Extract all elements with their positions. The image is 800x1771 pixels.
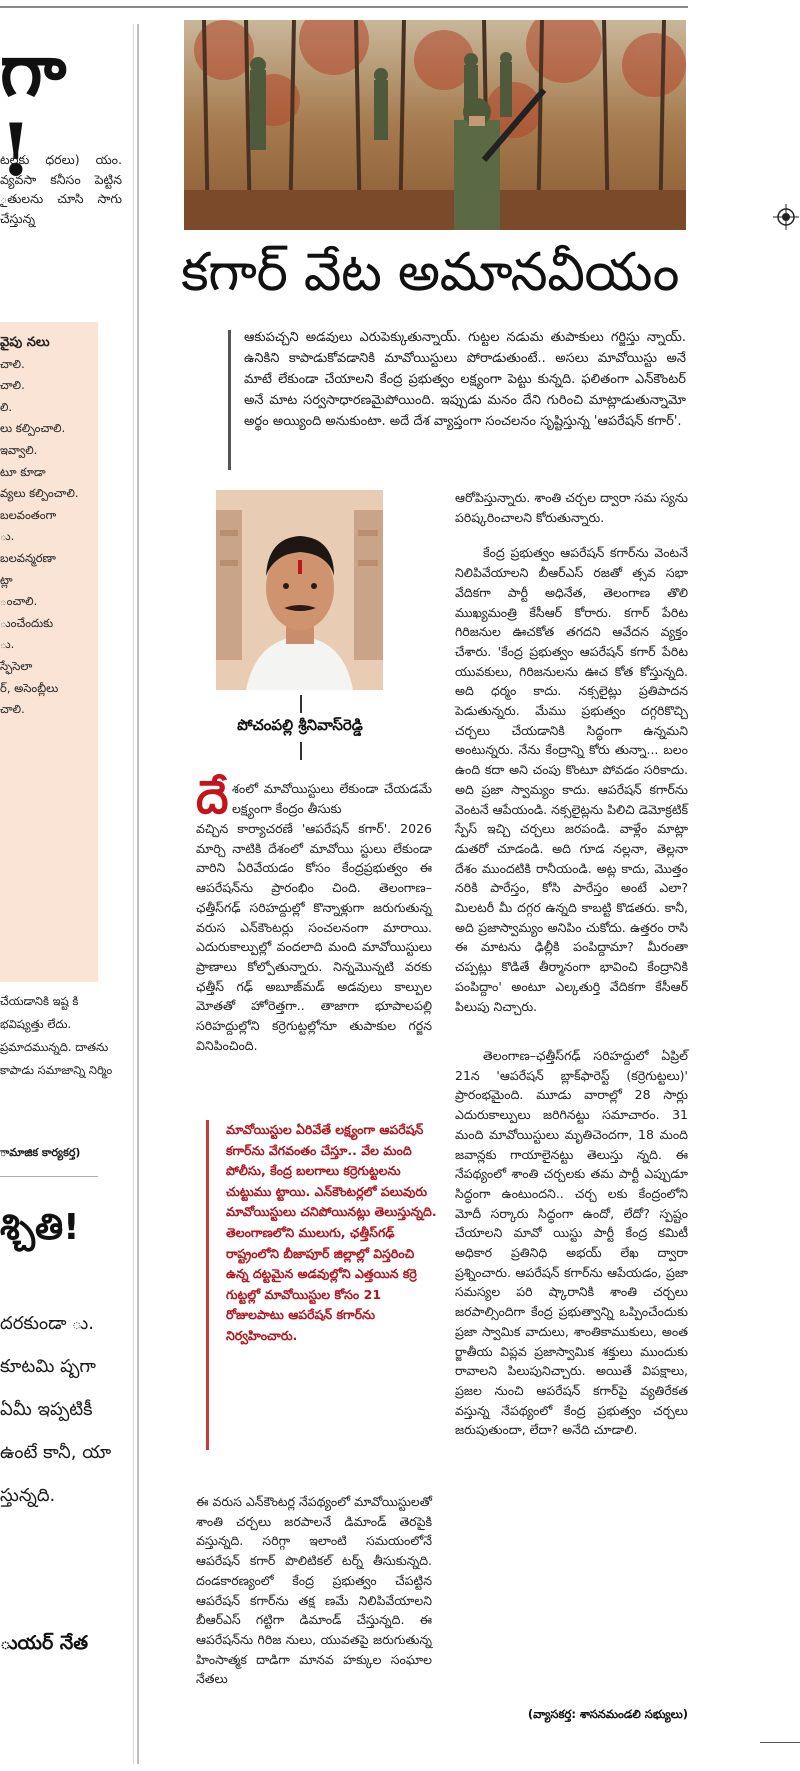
- left-demands-title: వైపు నలు: [0, 335, 50, 350]
- article-headline: కగార్ వేట అమానవీయం: [181, 242, 679, 303]
- left-demand-line: ఇవ్వాలి.: [0, 442, 38, 457]
- left-demands-lines: [0, 354, 96, 721]
- author-rule-top: [300, 695, 302, 713]
- drop-cap: దే: [196, 770, 229, 824]
- article-body-col2: [455, 488, 688, 1016]
- forest-soldiers-photo: [184, 20, 686, 230]
- left-demand-line: చాలి.: [0, 702, 25, 717]
- left-article-intro: టలకు ధరలు) యం. వ్యవసా కనీసం పెట్టిన ౖతులను చూసి సాగు చేస్తున్న: [0, 152, 122, 227]
- lead-bar: [228, 330, 231, 470]
- article-lead: ఆకుపచ్చని అడవులు ఎరుపెక్కుతున్నాయ్. గుట్టల నడుమ తుపాకులు గర్జిస్తు న్నాయ్. ఉనికిని కాపాడుకోవడానికి మావోయిస్టులు పోరాడుతుంటే.. అసలు మావోయిస్టు అనే మాటే లేకుండా చేయాలని కేంద్ర ప్రభుత్వం లక్ష్యంగా పెట్టు కున్నది. ఫలితంగా ఎన్‌కౌంటర్ అనే మాట సర్వసాధారణమైపోయింది. ఇప్పుడు మనం దేని గురించి మాట్లాడుతున్నామో అర్థం అయ్యింది అనుకుంటా. అదే దేశ వ్యాప్తంగా సంచలనం సృష్టిస్తున్న 'ఆపరేషన్ కగార్'.: [244, 330, 686, 429]
- left-article-continued: చేయడానికి ఇష్ట కి భవిష్యత్తు లేదు. ప్రమాదమున్నది. దాతను కాపాడు సమాజాన్ని నిర్మిం: [0, 994, 113, 1077]
- left-demand-line: లి.: [0, 399, 13, 414]
- forest-soldiers-illustration: [184, 20, 686, 230]
- author-name: పోచంపల్లి శ్రీనివాస్‌రెడ్డి: [237, 716, 363, 734]
- registration-mark-icon: [773, 204, 799, 230]
- pull-quote: మావోయిస్టుల ఏరివేతే లక్ష్యంగా ఆపరేషన్ కగార్‌ను వేగవంతం చేస్తూ.. వేల మంది పోలీసు, కేంద్ర బలగాలు కర్రెగుట్టలను చుట్టుము ట్టాయి. ఎన్‌కౌంటర్లలో పలువురు మావోయిస్టులు చనిపోయినట్లు తెలుస్తున్నది. తెలంగాణలోని ములుగు, ఛత్తీస్‌గఢ్ రాష్ట్రంలోని బీజాపూర్ జిల్లాల్లో విస్తరించి ఉన్న దట్టమైన అడవుల్లోని ఎత్తయిన కర్రె గుట్టల్లో మావోయిస్టుల కోసం 21 రోజులపాటు ఆపరేషన్ కగార్‌ను నిర్వహించారు.: [226, 1122, 437, 1343]
- left-demand-line: బలవన్మరణా: [0, 550, 56, 565]
- author-photo: [216, 490, 383, 690]
- bottom-corner-rule: [760, 1742, 800, 1743]
- author-portrait-illustration: [216, 490, 383, 690]
- left-demand-line: స్ఫేసెలా: [0, 658, 33, 673]
- left-demand-line: వ్యలు కల్పించాలి.: [0, 486, 79, 501]
- left-demand-line: ంచాలి.: [0, 594, 38, 609]
- article-opening: శంలో మావోయిస్టులు లేకుండా చేయడమే లక్ష్యంగా కేంద్రం తీసుకు: [232, 781, 432, 816]
- left-demand-line: ుంచేందుకు: [0, 615, 54, 630]
- left-demand-line: ర్, అసెంబ్లీలు: [0, 680, 59, 695]
- left-demand-line: టూ కూడా: [0, 464, 46, 479]
- left-second-headline: శ్చితి!: [0, 1207, 80, 1248]
- author-byline: (వ్యాసకర్త: శాసనమండలి సభ్యులు): [527, 1707, 688, 1721]
- left-demands-list: [0, 332, 96, 721]
- left-second-footer: ుయర్ నేత: [0, 1632, 88, 1654]
- left-separator: [0, 1176, 98, 1177]
- article-body-col1: వచ్చిన కార్యాచరణే 'ఆపరేషన్ కగార్'. 2026 మార్చి నాటికి దేశంలో మావోయి స్టులు లేకుండా వారిని ఏరివేయడం కోసం కేంద్రప్రభుత్వం ఈ ఆపరేషన్‌ను ప్రారంభిం చింది. తెలంగాణ– ఛత్తీస్‌గఢ్ సరిహద్దుల్లో కొన్నాళ్లుగా జరుగుతున్న వరుస ఎన్‌కౌంటర్లు సంచలనంగా మారాయి. ఎదురుకాల్పుల్లో వందలాది మంది మావోయిస్టులు ప్రాణాలు కోల్పోతున్నారు. నిన్నమొన్నటి వరకు ఛత్తీస్ గఢ్ అబూజ్‌మడ్ అడవులు కాల్పుల మోతతో హోరెత్తగా.. తాజాగా భూపాలపల్లి సరిహద్దుల్లోని కర్రెగుట్టల్లోనూ తుపాకుల గర్జన వినిపించింది.: [196, 821, 432, 1053]
- col2-paragraph-2: కేంద్ర ప్రభుత్వం ఆపరేషన్ కగార్‌ను వెంటనే నిలిపివేయాలని బీఆర్‌ఎస్ రజతో త్సవ సభా వేదికగా పార్టీ అధినేత, తెలంగాణ తొలి ముఖ్యమంత్రి కేసీఆర్ కోరారు. కగార్ పేరిట గిరిజనుల ఊచకోత తగదని ఆవేదన వ్యక్తం చేశారు. 'కేంద్ర ప్రభుత్వం ఆపరేషన్ కగార్ పేరిట యువకులు, గిరిజనులను ఊచ కోత కోస్తున్నది. అది ధర్మం కాదు. నక్సలైట్లు ప్రతిపాదన పెడుతున్నరు. మేము ప్రభుత్వం దగ్గరికొచ్చి చర్చలు చేయడానికి సిద్ధంగా ఉన్నమని అంటున్నరు. నేను కేంద్రాన్ని కోరు తున్నా... బలం ఉంది కదా అని చంపు కొంటూ పోవడం సరికాదు. అది ప్రజా స్వామ్యం కాదు. ఆపరేషన్ కగార్‌ను వెంటనే ఆపేయండి. నక్సలైట్లను పిలిచి డెమోక్రటిక్ స్పేస్ ఇచ్చి చర్చలు జరపండి. వాళ్లేం మాట్లా డుతరో చూడండి. అది గూడ నల్లనా, తెల్లనా దేశం ముందటికి రానీయండి. అట్ల కాదు, మొత్తం నరికి పారేస్తం, కోసి పారేస్తం అంటే ఎలా? మిలటరీ మీ దగ్గర ఉన్నది కాబట్టి కొడతరు. కానీ, అది ప్రజాస్వామ్యం అనిపిం చుకోదు. ఉత్తరం రాసి ఈ మాటను ఢిల్లీకి పంపిద్దామా? మీరంతా చప్పట్లు కొడితే తీర్మానంగా భావించి కేంద్రానికి పంపిద్దాం' అంటూ ఎల్కతుర్తి వేదికగా కేసీఆర్ పిలుపు నిచ్చారు.: [455, 545, 688, 1014]
- left-demand-line: ు.: [0, 529, 15, 544]
- left-demand-line: చాలి.: [0, 356, 25, 371]
- left-article-headline: గా !: [0, 27, 67, 192]
- pull-quote-bar: [206, 1120, 209, 1450]
- top-rule: [0, 6, 688, 8]
- left-author-role: ామాజిక కార్యకర్త): [0, 1146, 81, 1159]
- left-demand-line: ట్లా: [0, 572, 13, 587]
- left-demand-line: లు కల్పించాలి.: [0, 421, 66, 436]
- left-demand-line: చాలి.: [0, 378, 25, 393]
- author-rule-bottom: [300, 742, 302, 760]
- column-divider: [137, 24, 139, 1764]
- left-demand-line: బలవంతంగా: [0, 507, 57, 522]
- col2-paragraph-1: ఆరోపిస్తున్నారు. శాంతి చర్చల ద్వారా సమ స్యను పరిష్కరించాలని కోరుతున్నారు.: [455, 490, 688, 525]
- left-demand-line: ు.: [0, 637, 15, 652]
- column-divider-thin: [133, 24, 134, 1764]
- article-body-col2-lower: తెలంగాణ–ఛత్తీస్‌గఢ్ సరిహద్దులో ఏప్రిల్ 21న 'ఆపరేషన్ బ్లాక్‌ఫారెస్ట్ (కర్రెగుట్టలు)' ప్రారంభమైంది. మూడు వారాల్లో 28 సార్లు ఎదురుకాల్పులు జరిగినట్టు సమాచారం. 31 మంది మావోయిస్టులు మృతిచెందగా, 18 మంది జవాన్లకు గాయాలైనట్టు తెలుస్తు న్నది. ఈ నేపథ్యంలో శాంతి చర్చలకు తమ పార్టీ ఎప్పుడూ సిద్ధంగా ఉంటుందని.. చర్చ లకు కేంద్రంలోని మోదీ సర్కారు సిద్ధంగా ఉందో, లేదో? స్పష్టం చేయాలని మావో యిస్టు పార్టీ కేంద్ర కమిటీ అధికార ప్రతినిధి అభయ్ లేఖ ద్వారా ప్రశ్నించారు. ఆపరేషన్ కగార్‌ను ఆపేయడం, ప్రజా సమస్యల పరి ష్కారానికి శాంతి చర్చలు జరపాల్సిందిగా కేంద్ర ప్రభుత్వాన్ని ఒప్పించేందుకు ప్రజా స్వామిక వాదులు, శాంతికాముకులు, అంత ర్జాతీయ విప్లవ ప్రజాస్వామిక శక్తులు ముందుకు రావాలని పిలుపునిచ్చారు. అయితే విపక్షాలు, ప్రజల నుంచి ఆపరేషన్ కగార్‌పై వ్యతిరేకత వస్తున్న నేపథ్యంలో కేంద్ర ప్రభుత్వం చర్చలు జరుపుతుందా, లేదా? అనేది చూడాలి.: [455, 1048, 688, 1438]
- left-second-body: దరకుండా ు. కూటమి ష్పగా ఏమీ ఇప్పటికీ ఉంటే కానీ, యా స్తున్నది.: [0, 1313, 112, 1506]
- article-body-col1-end: ఈ వరుస ఎన్‌కౌంటర్ల నేపథ్యంలో మావోయిస్టులతో శాంతి చర్చలు జరపాలనే డిమాండ్ తెరపైకి వస్తున్నది. సరిగ్గా ఇలాంటి సమయంలోనే ఆపరేషన్ కగార్ పొలిటికల్ టర్న్ తీసుకున్నది. దండకారణ్యంలో కేంద్ర ప్రభుత్వం చేపట్టిన ఆపరేషన్ కగార్‌ను తక్ష ణమే నిలిపివేయాలని బీఆర్‌ఎస్ గట్టిగా డిమాండ్ చేస్తున్నది. ఈ ఆపరేషన్‌ను గిరిజ నులు, యువతపై జరుగుతున్న హింసాత్మక దాడిగా మానవ హక్కుల సంఘాల నేతలు: [196, 1494, 432, 1687]
